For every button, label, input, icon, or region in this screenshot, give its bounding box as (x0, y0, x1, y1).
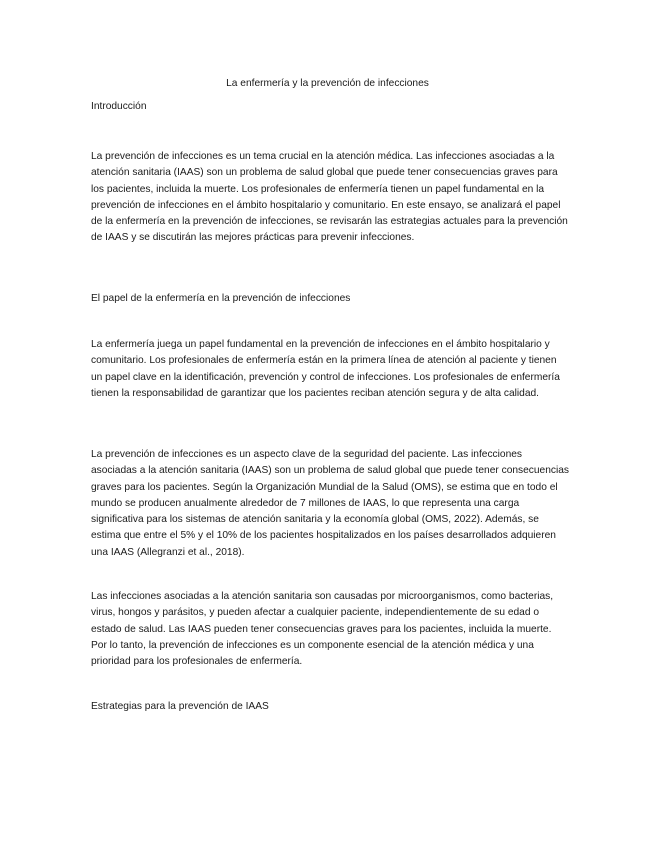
section-heading-papel: El papel de la enfermería en la prevención de infecciones (91, 293, 351, 304)
section-heading-introduccion: Introducción (91, 101, 147, 112)
intro-paragraph: La prevención de infecciones es un tema crucial en la atención médica. Las infecciones asociadas a la atención sanitaria (IAAS) son un problema de salud global que puede tener consecuencias graves para los pacientes, incluida la muerte. Los profesionales de enfermería tienen un papel fundamental en la prevención de infecciones en el ámbito hospitalario y comunitario. En este ensayo, se analizará el papel de la enfermería en la prevención de infecciones, se revisarán las estrategias actuales para la prevención de IAAS y se discutirán las mejores prácticas para prevenir infecciones. (91, 151, 568, 244)
papel-paragraph-1: La enfermería juega un papel fundamental en la prevención de infecciones en el ámbito hospitalario y comunitario. Los profesionales de enfermería están en la primera línea de atención al paciente y tienen un papel clave en la identificación, prevención y control de infecciones. Los profesionales de enfermería tienen la responsabilidad de garantizar que los pacientes reciban atención segura y de alta calidad. (91, 339, 560, 399)
section-heading-estrategias: Estrategias para la prevención de IAAS (91, 701, 269, 712)
papel-paragraph-3: Las infecciones asociadas a la atención sanitaria son causadas por microorganismos, como bacterias, virus, hongos y parásitos, y pueden afectar a cualquier paciente, independientemente de su edad o estado de salud. Las IAAS pueden tener consecuencias graves para los pacientes, incluida la muerte. Por lo tanto, la prevención de infecciones es un componente esencial de la atención médica y una prioridad para los profesionales de enfermería. (91, 591, 554, 668)
papel-paragraph-2: La prevención de infecciones es un aspecto clave de la seguridad del paciente. Las infecciones asociadas a la atención sanitaria (IAAS) son un problema de salud global que puede tener consecuencias graves para los pacientes. Según la Organización Mundial de la Salud (OMS), se estima que en todo el mundo se producen anualmente alrededor de 7 millones de IAAS, lo que representa una carga significativa para los sistemas de atención sanitaria y la economía global (OMS, 2022). Además, se estima que entre el 5% y el 10% de los pacientes hospitalizados en los países desarrollados adquieren una IAAS (Allegranzi et al., 2018). (91, 449, 569, 558)
document-title: La enfermería y la prevención de infecciones (226, 78, 429, 89)
